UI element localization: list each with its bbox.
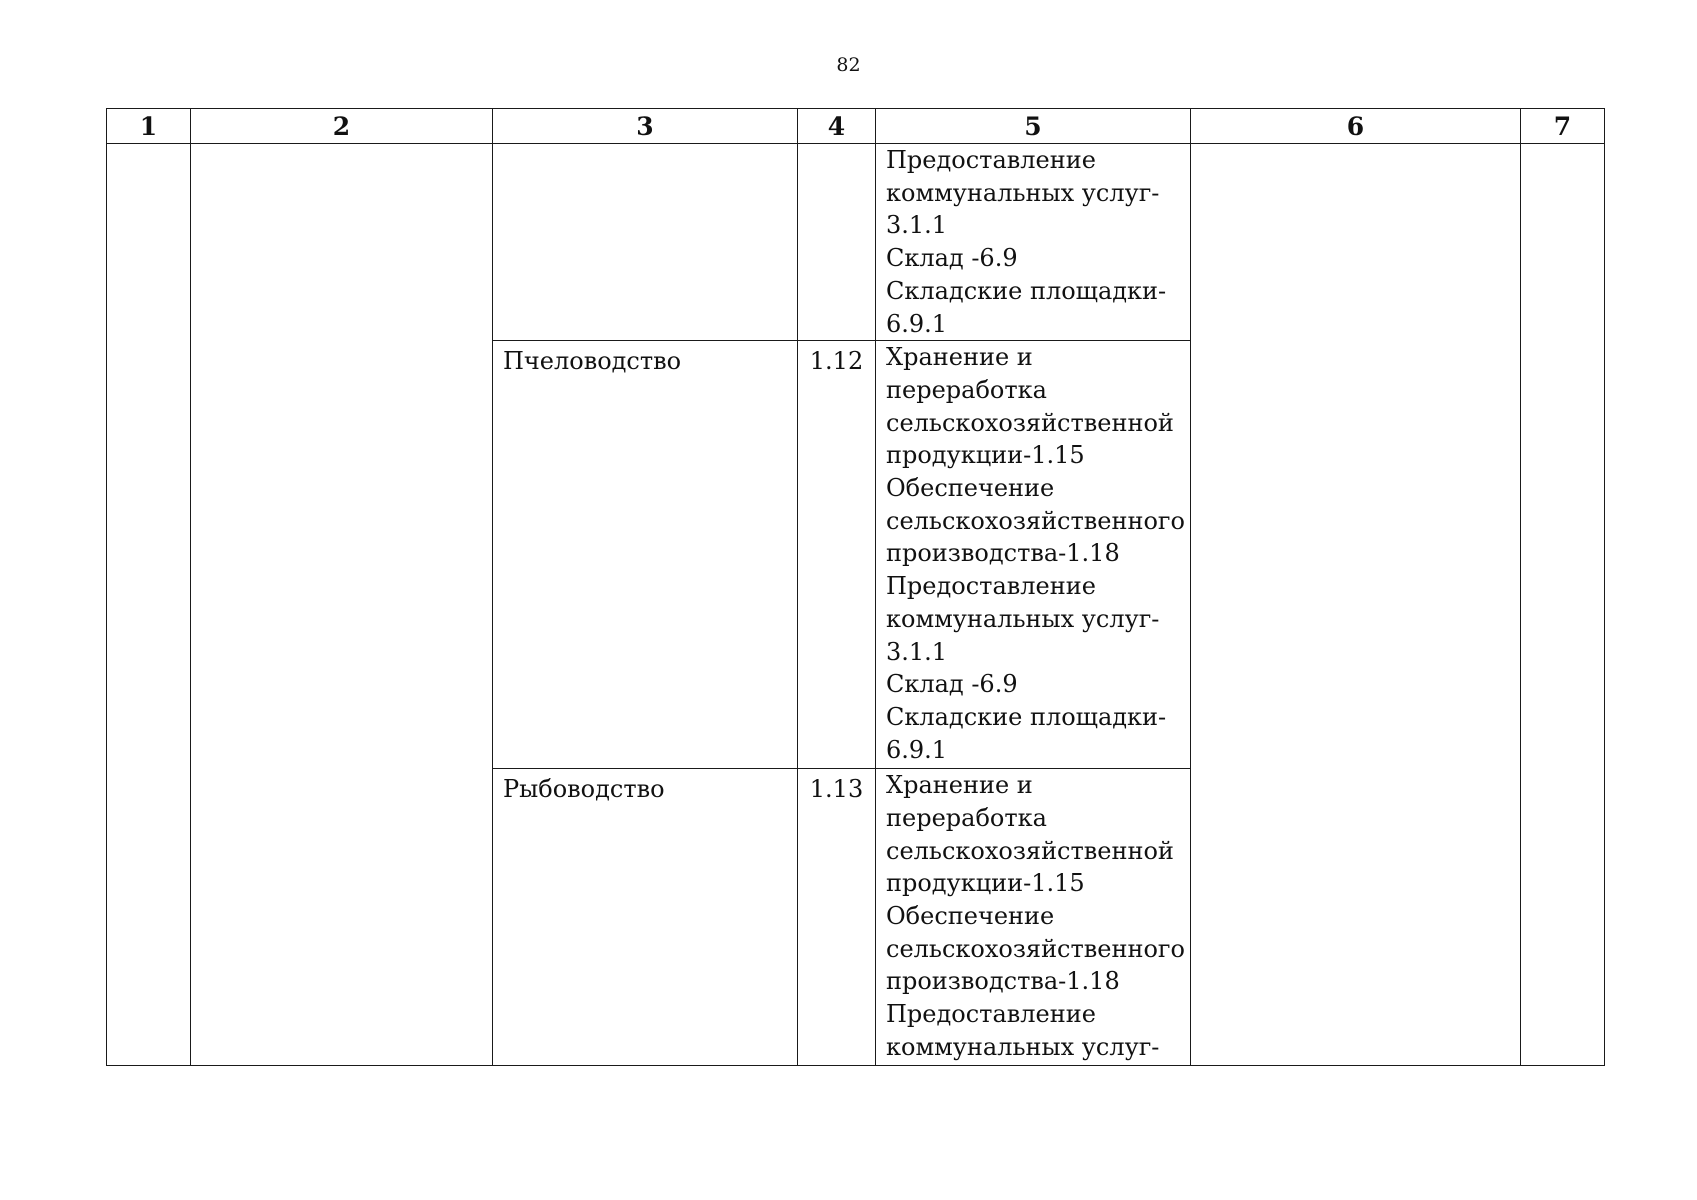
use-line: Складские площадки- bbox=[886, 702, 1167, 731]
use-line: сельскохозяйственной bbox=[886, 408, 1174, 437]
cell-col-1 bbox=[107, 144, 191, 1066]
use-line: Обеспечение bbox=[886, 474, 1055, 503]
use-line: 3.1.1 bbox=[886, 211, 948, 240]
header-col-4: 4 bbox=[798, 109, 876, 144]
use-line: 6.9.1 bbox=[886, 309, 948, 338]
use-line: 6.9.1 bbox=[886, 735, 948, 764]
use-line: коммунальных услуг- bbox=[886, 178, 1160, 207]
cell-land-use-name: Рыбоводство bbox=[493, 769, 798, 1066]
page-number: 82 bbox=[836, 54, 861, 76]
use-line: Хранение и bbox=[886, 343, 1033, 372]
cell-col-2 bbox=[191, 144, 493, 1066]
land-use-table bbox=[106, 108, 1605, 1066]
cell-col-7 bbox=[1521, 144, 1605, 1066]
use-line: Обеспечение bbox=[886, 902, 1055, 931]
use-line: продукции-1.15 bbox=[886, 441, 1085, 470]
use-line: производства-1.18 bbox=[886, 967, 1120, 996]
use-line: переработка bbox=[886, 803, 1047, 832]
cell-permitted-uses-continuation bbox=[876, 144, 1191, 341]
use-line: 3.1.1 bbox=[886, 637, 948, 666]
header-col-7: 7 bbox=[1521, 109, 1605, 144]
use-line: переработка bbox=[886, 375, 1047, 404]
header-col-6: 6 bbox=[1191, 109, 1521, 144]
cell-code-continuation bbox=[798, 144, 876, 341]
use-line: коммунальных услуг- bbox=[886, 604, 1160, 633]
use-line: Хранение и bbox=[886, 771, 1033, 800]
use-line: Склад -6.9 bbox=[886, 670, 1018, 699]
header-col-3: 3 bbox=[493, 109, 798, 144]
use-line: производства-1.18 bbox=[886, 539, 1120, 568]
use-line: коммунальных услуг- bbox=[886, 1032, 1160, 1061]
cell-name-continuation bbox=[493, 144, 798, 341]
header-row bbox=[107, 109, 1605, 144]
table-row-continuation bbox=[107, 144, 1605, 341]
cell-col-6 bbox=[1191, 144, 1521, 1066]
cell-land-use-name: Пчеловодство bbox=[493, 341, 798, 769]
use-line: Складские площадки- bbox=[886, 276, 1167, 305]
cell-land-use-code: 1.13 bbox=[798, 769, 876, 1066]
use-line: сельскохозяйственной bbox=[886, 836, 1174, 865]
use-line: сельскохозяйственного bbox=[886, 934, 1185, 963]
header-col-5: 5 bbox=[876, 109, 1191, 144]
use-line: Предоставление bbox=[886, 572, 1096, 601]
header-col-1: 1 bbox=[107, 109, 191, 144]
cell-land-use-code: 1.12 bbox=[798, 341, 876, 769]
use-line: Склад -6.9 bbox=[886, 244, 1018, 273]
cell-permitted-uses bbox=[876, 341, 1191, 769]
use-line: Предоставление bbox=[886, 146, 1096, 174]
cell-permitted-uses bbox=[876, 769, 1191, 1066]
use-line: Предоставление bbox=[886, 1000, 1096, 1029]
use-line: продукции-1.15 bbox=[886, 869, 1085, 898]
use-line: сельскохозяйственного bbox=[886, 506, 1185, 535]
header-col-2: 2 bbox=[191, 109, 493, 144]
